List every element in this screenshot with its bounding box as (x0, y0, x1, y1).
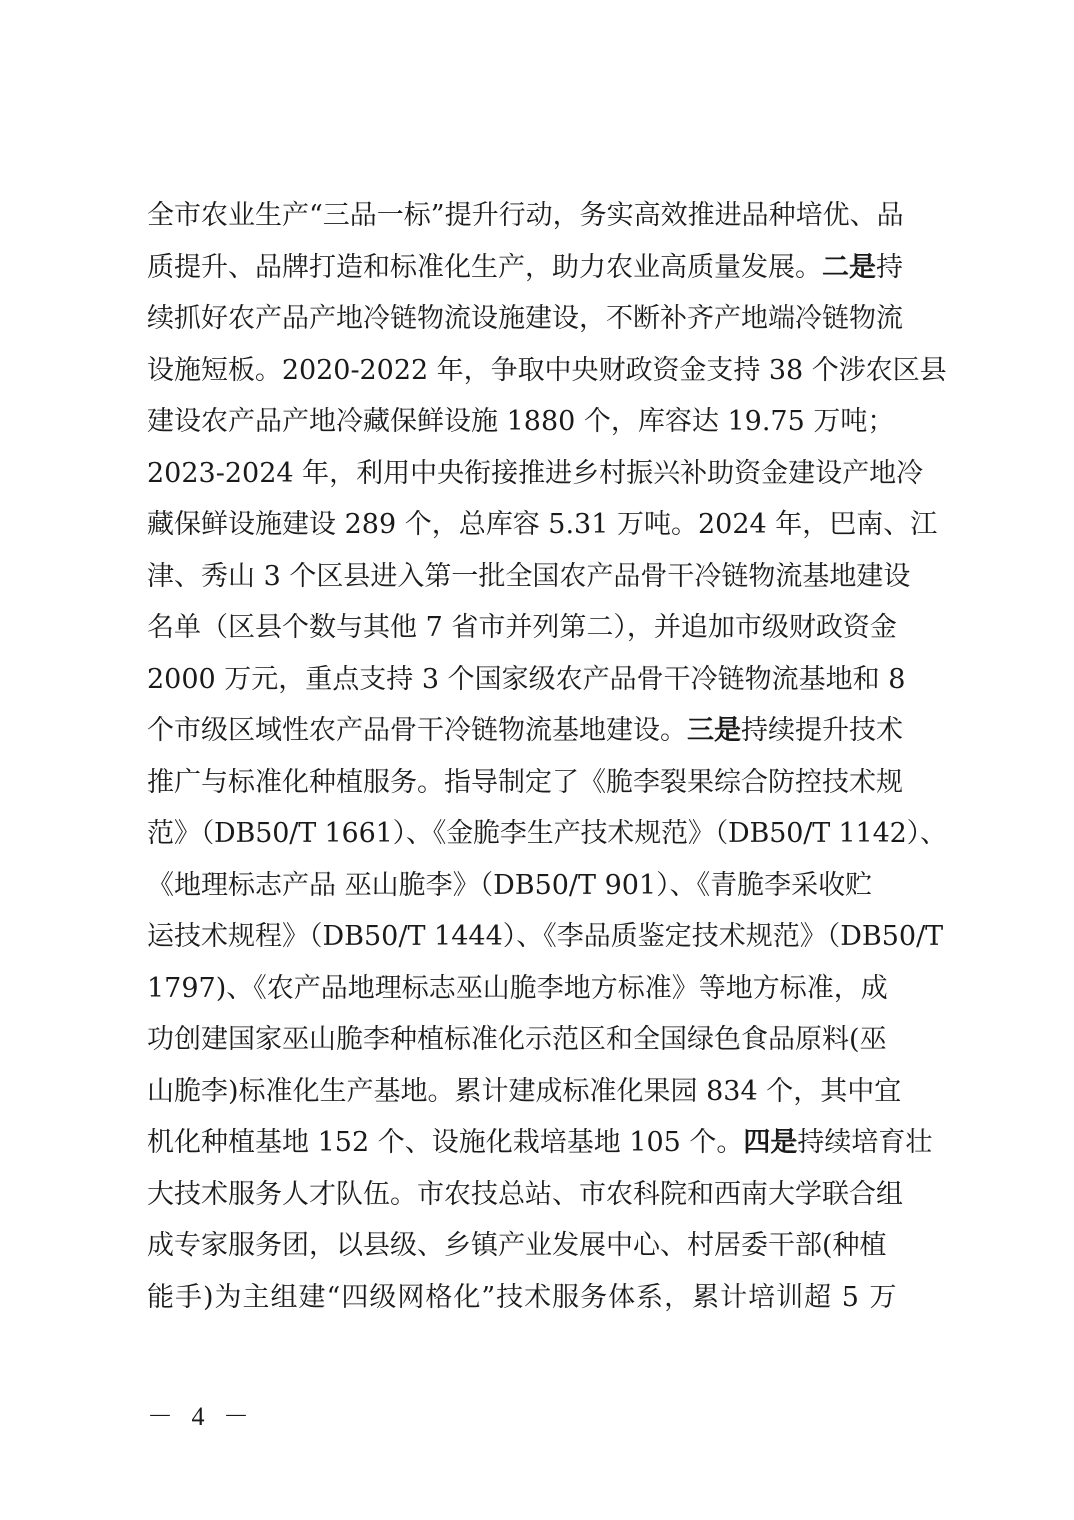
text-line (147, 963, 947, 1015)
text-line (147, 860, 947, 912)
text-segment: 范》（DB50/T 1661）、《金脆李生产技术规范》（DB50/T 1142）、 (147, 818, 947, 849)
text-segment: 大技术服务人才队伍。市农技总站、市农科院和西南大学联合组 (147, 1178, 903, 1210)
text-line (147, 1169, 947, 1221)
bold-text-segment: 三是 (687, 715, 741, 746)
text-line (147, 911, 947, 963)
text-line (147, 705, 947, 757)
text-line (147, 242, 947, 294)
text-line (147, 602, 947, 654)
text-segment: 津、秀山 3 个区县进入第一批全国农产品骨干冷链物流基地建设 (147, 560, 911, 592)
text-segment: 能手)为主组建“四级网格化”技术服务体系，累计培训超 5 万 (147, 1281, 898, 1313)
text-segment: 机化种植基地 152 个、设施化栽培基地 105 个。 (147, 1127, 744, 1158)
bold-text-segment: 二是 (822, 251, 876, 283)
text-segment: 质提升、品牌打造和标准化生产，助力农业高质量发展。 (147, 251, 822, 283)
text-line (147, 190, 947, 242)
text-line (147, 1220, 947, 1272)
text-segment: 持续培育壮 (797, 1127, 933, 1158)
text-line (147, 1272, 947, 1324)
text-segment: 成专家服务团，以县级、乡镇产业发展中心、村居委干部(种植 (147, 1230, 887, 1261)
text-segment: 山脆李)标准化生产基地。累计建成标准化果园 834 个，其中宜 (147, 1075, 902, 1107)
page-number: － 4 － (147, 1402, 256, 1431)
text-segment: 藏保鲜设施建设 289 个，总库容 5.31 万吨。2024 年，巴南、江 (147, 509, 938, 540)
text-segment: 建设农产品产地冷藏保鲜设施 1880 个，库容达 19.75 万吨； (147, 406, 895, 437)
text-segment: 个市级区域性农产品骨干冷链物流基地建设。 (147, 715, 687, 746)
text-line (147, 293, 947, 345)
text-segment: 全市农业生产“三品一标”提升行动，务实高效推进品种培优、品 (147, 200, 904, 231)
text-segment: 推广与标准化种植服务。指导制定了《脆李裂果综合防控技术规 (147, 766, 903, 798)
text-line (147, 654, 947, 706)
text-segment: 持 (876, 251, 903, 283)
text-segment: 持续提升技术 (741, 715, 903, 746)
body-text (147, 190, 947, 1323)
text-segment: 2000 万元，重点支持 3 个国家级农产品骨干冷链物流基地和 8 (147, 663, 906, 695)
text-segment: 功创建国家巫山脆李种植标准化示范区和全国绿色食品原料(巫 (147, 1024, 887, 1055)
bold-text-segment: 四是 (743, 1127, 798, 1158)
text-line (147, 808, 947, 860)
text-line (147, 1066, 947, 1118)
text-segment: 名单（区县个数与其他 7 省市并列第二），并追加市级财政资金 (147, 612, 897, 643)
text-line (147, 345, 947, 397)
text-segment: 运技术规程》（DB50/T 1444）、《李品质鉴定技术规范》（DB50/T (147, 921, 944, 952)
text-segment: 设施短板。2020-2022 年，争取中央财政资金支持 38 个涉农区县 (147, 354, 947, 386)
text-line (147, 1117, 947, 1169)
text-line (147, 499, 947, 551)
text-line (147, 1014, 947, 1066)
text-segment: 续抓好农产品产地冷链物流设施建设，不断补齐产地端冷链物流 (147, 303, 903, 334)
text-segment: 《地理标志产品 巫山脆李》（DB50/T 901）、《青脆李采收贮 (147, 869, 873, 901)
text-line (147, 448, 947, 500)
text-line (147, 551, 947, 603)
text-segment: 2023-2024 年，利用中央衔接推进乡村振兴补助资金建设产地冷 (147, 457, 924, 489)
text-line (147, 757, 947, 809)
text-segment: 1797)、《农产品地理标志巫山脆李地方标准》等地方标准，成 (147, 972, 888, 1004)
text-line (147, 396, 947, 448)
